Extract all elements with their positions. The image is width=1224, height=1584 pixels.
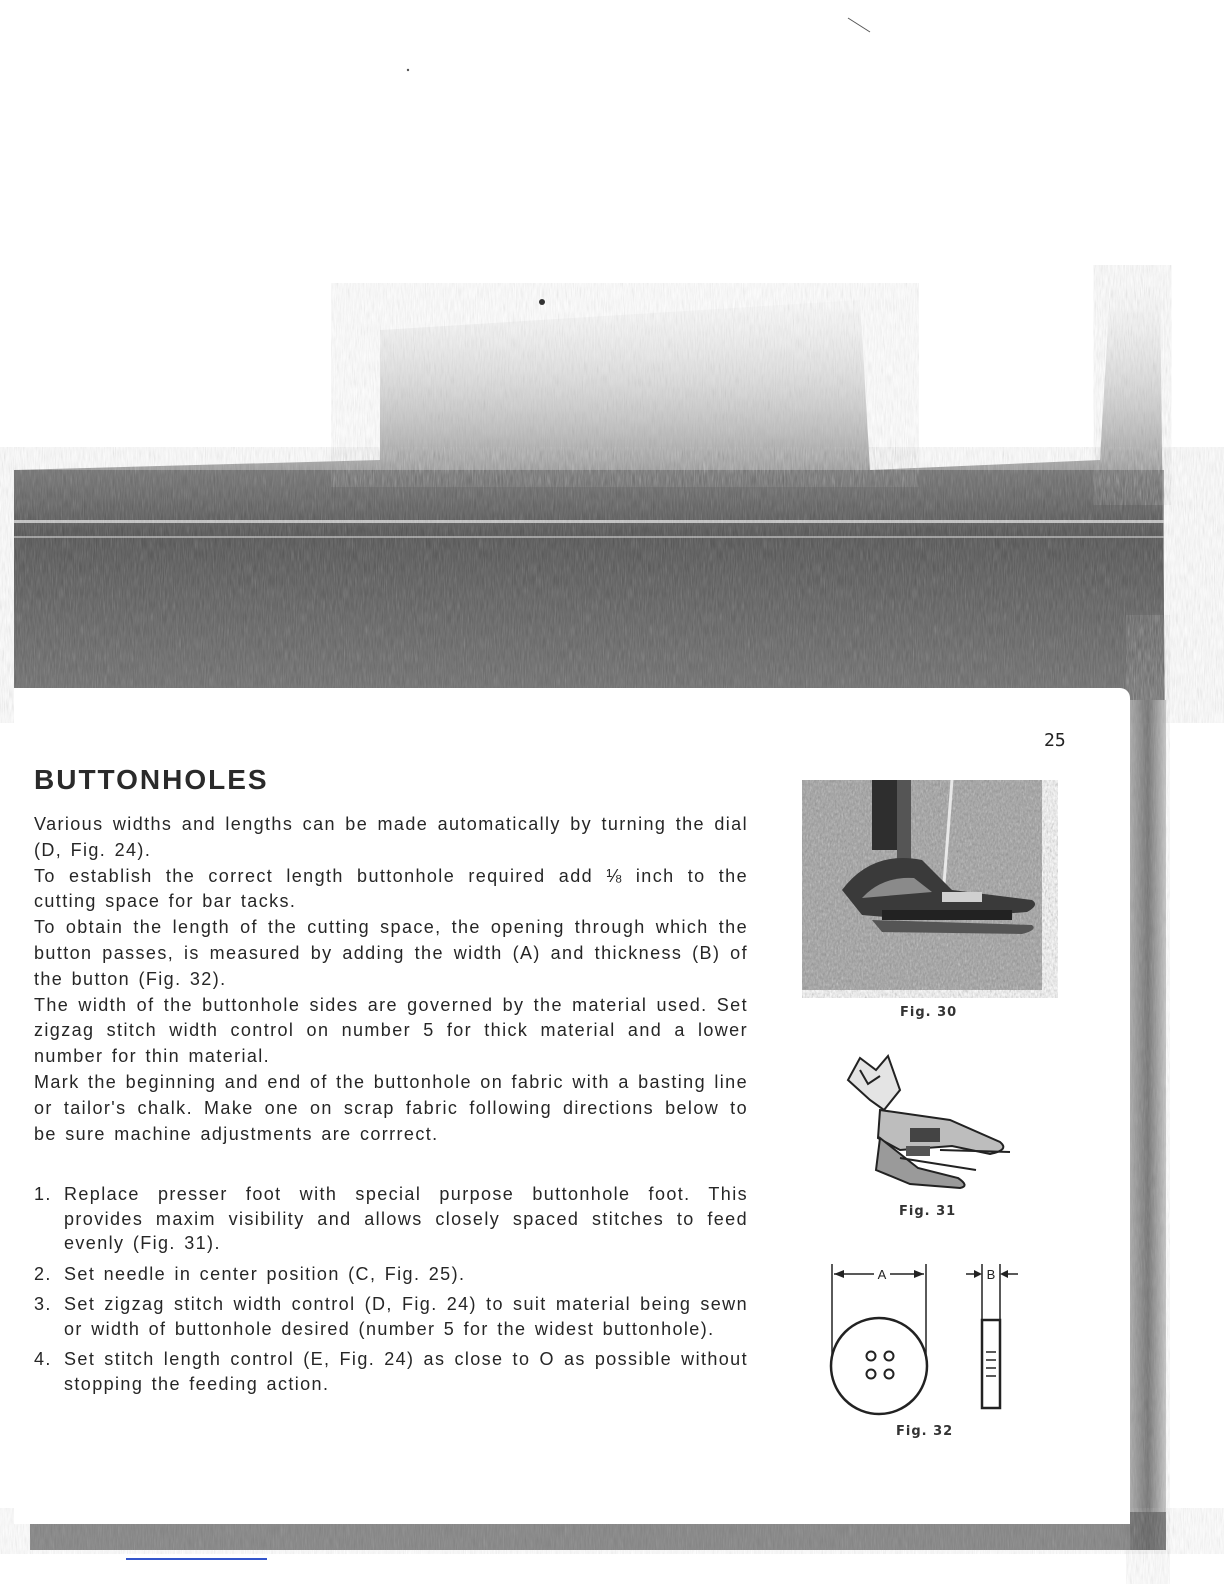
fig32-button-diagram [826, 1260, 1026, 1420]
paragraph: Various widths and lengths can be made automatically by turning the dial (D, Fig. 24). [34, 814, 748, 860]
step-text: Set zigzag stitch width control (D, Fig. 24) to suit material being sewn or width of buttonhole desired (number 5 for the widest buttonhole). [64, 1294, 748, 1339]
dimension-label-a: A [877, 1267, 887, 1282]
step-item [34, 1347, 748, 1396]
step-number: 2. [34, 1263, 52, 1284]
step-text: Replace presser foot with special purpose buttonhole foot. This provides maxim visibility and allows closely spaced stitches to feed evenly (Fig. 31). [64, 1184, 748, 1253]
paragraph: The width of the buttonhole sides are governed by the material used. Set zigzag stitch width control on number 5 for thick material and a lower number for thin material. [34, 994, 748, 1067]
fig31-buttonhole-foot [840, 1050, 1020, 1200]
page-number: 25 [1044, 730, 1066, 751]
dimension-label-b: B [986, 1267, 996, 1282]
step-item [34, 1182, 748, 1256]
step-item [34, 1292, 748, 1341]
step-number: 1. [34, 1184, 52, 1204]
step-text: Set needle in center position (C, Fig. 25). [64, 1263, 466, 1284]
step-text: Set stitch length control (E, Fig. 24) as close to O as possible without stopping the feeding action. [64, 1349, 748, 1394]
fig30-presser-foot-photo [802, 780, 1058, 998]
fig30-caption: Fig. 30 [900, 1005, 958, 1020]
step-item [34, 1262, 748, 1287]
paragraph: To obtain the length of the cutting space, the opening through which the button passes, is measured by adding the width (A) and thickness (B) of the button (Fig. 32). [34, 917, 748, 989]
instruction-steps [34, 1182, 748, 1402]
fig31-caption: Fig. 31 [899, 1204, 957, 1219]
paragraph: Mark the beginning and end of the buttonhole on fabric with a basting line or tailor's chalk. Make one on scrap fabric following directions below to be sure machine adjustments are corrrect. [34, 1071, 749, 1144]
blue-underline-mark [126, 1558, 267, 1560]
step-number: 3. [34, 1294, 52, 1314]
paragraph: To establish the correct length buttonhole required add ⅛ inch to the cutting space for bar tacks. [34, 865, 748, 912]
fig32-caption: Fig. 32 [896, 1424, 954, 1439]
intro-text [34, 812, 748, 1147]
section-title: BUTTONHOLES [34, 764, 269, 795]
step-number: 4. [34, 1349, 52, 1369]
